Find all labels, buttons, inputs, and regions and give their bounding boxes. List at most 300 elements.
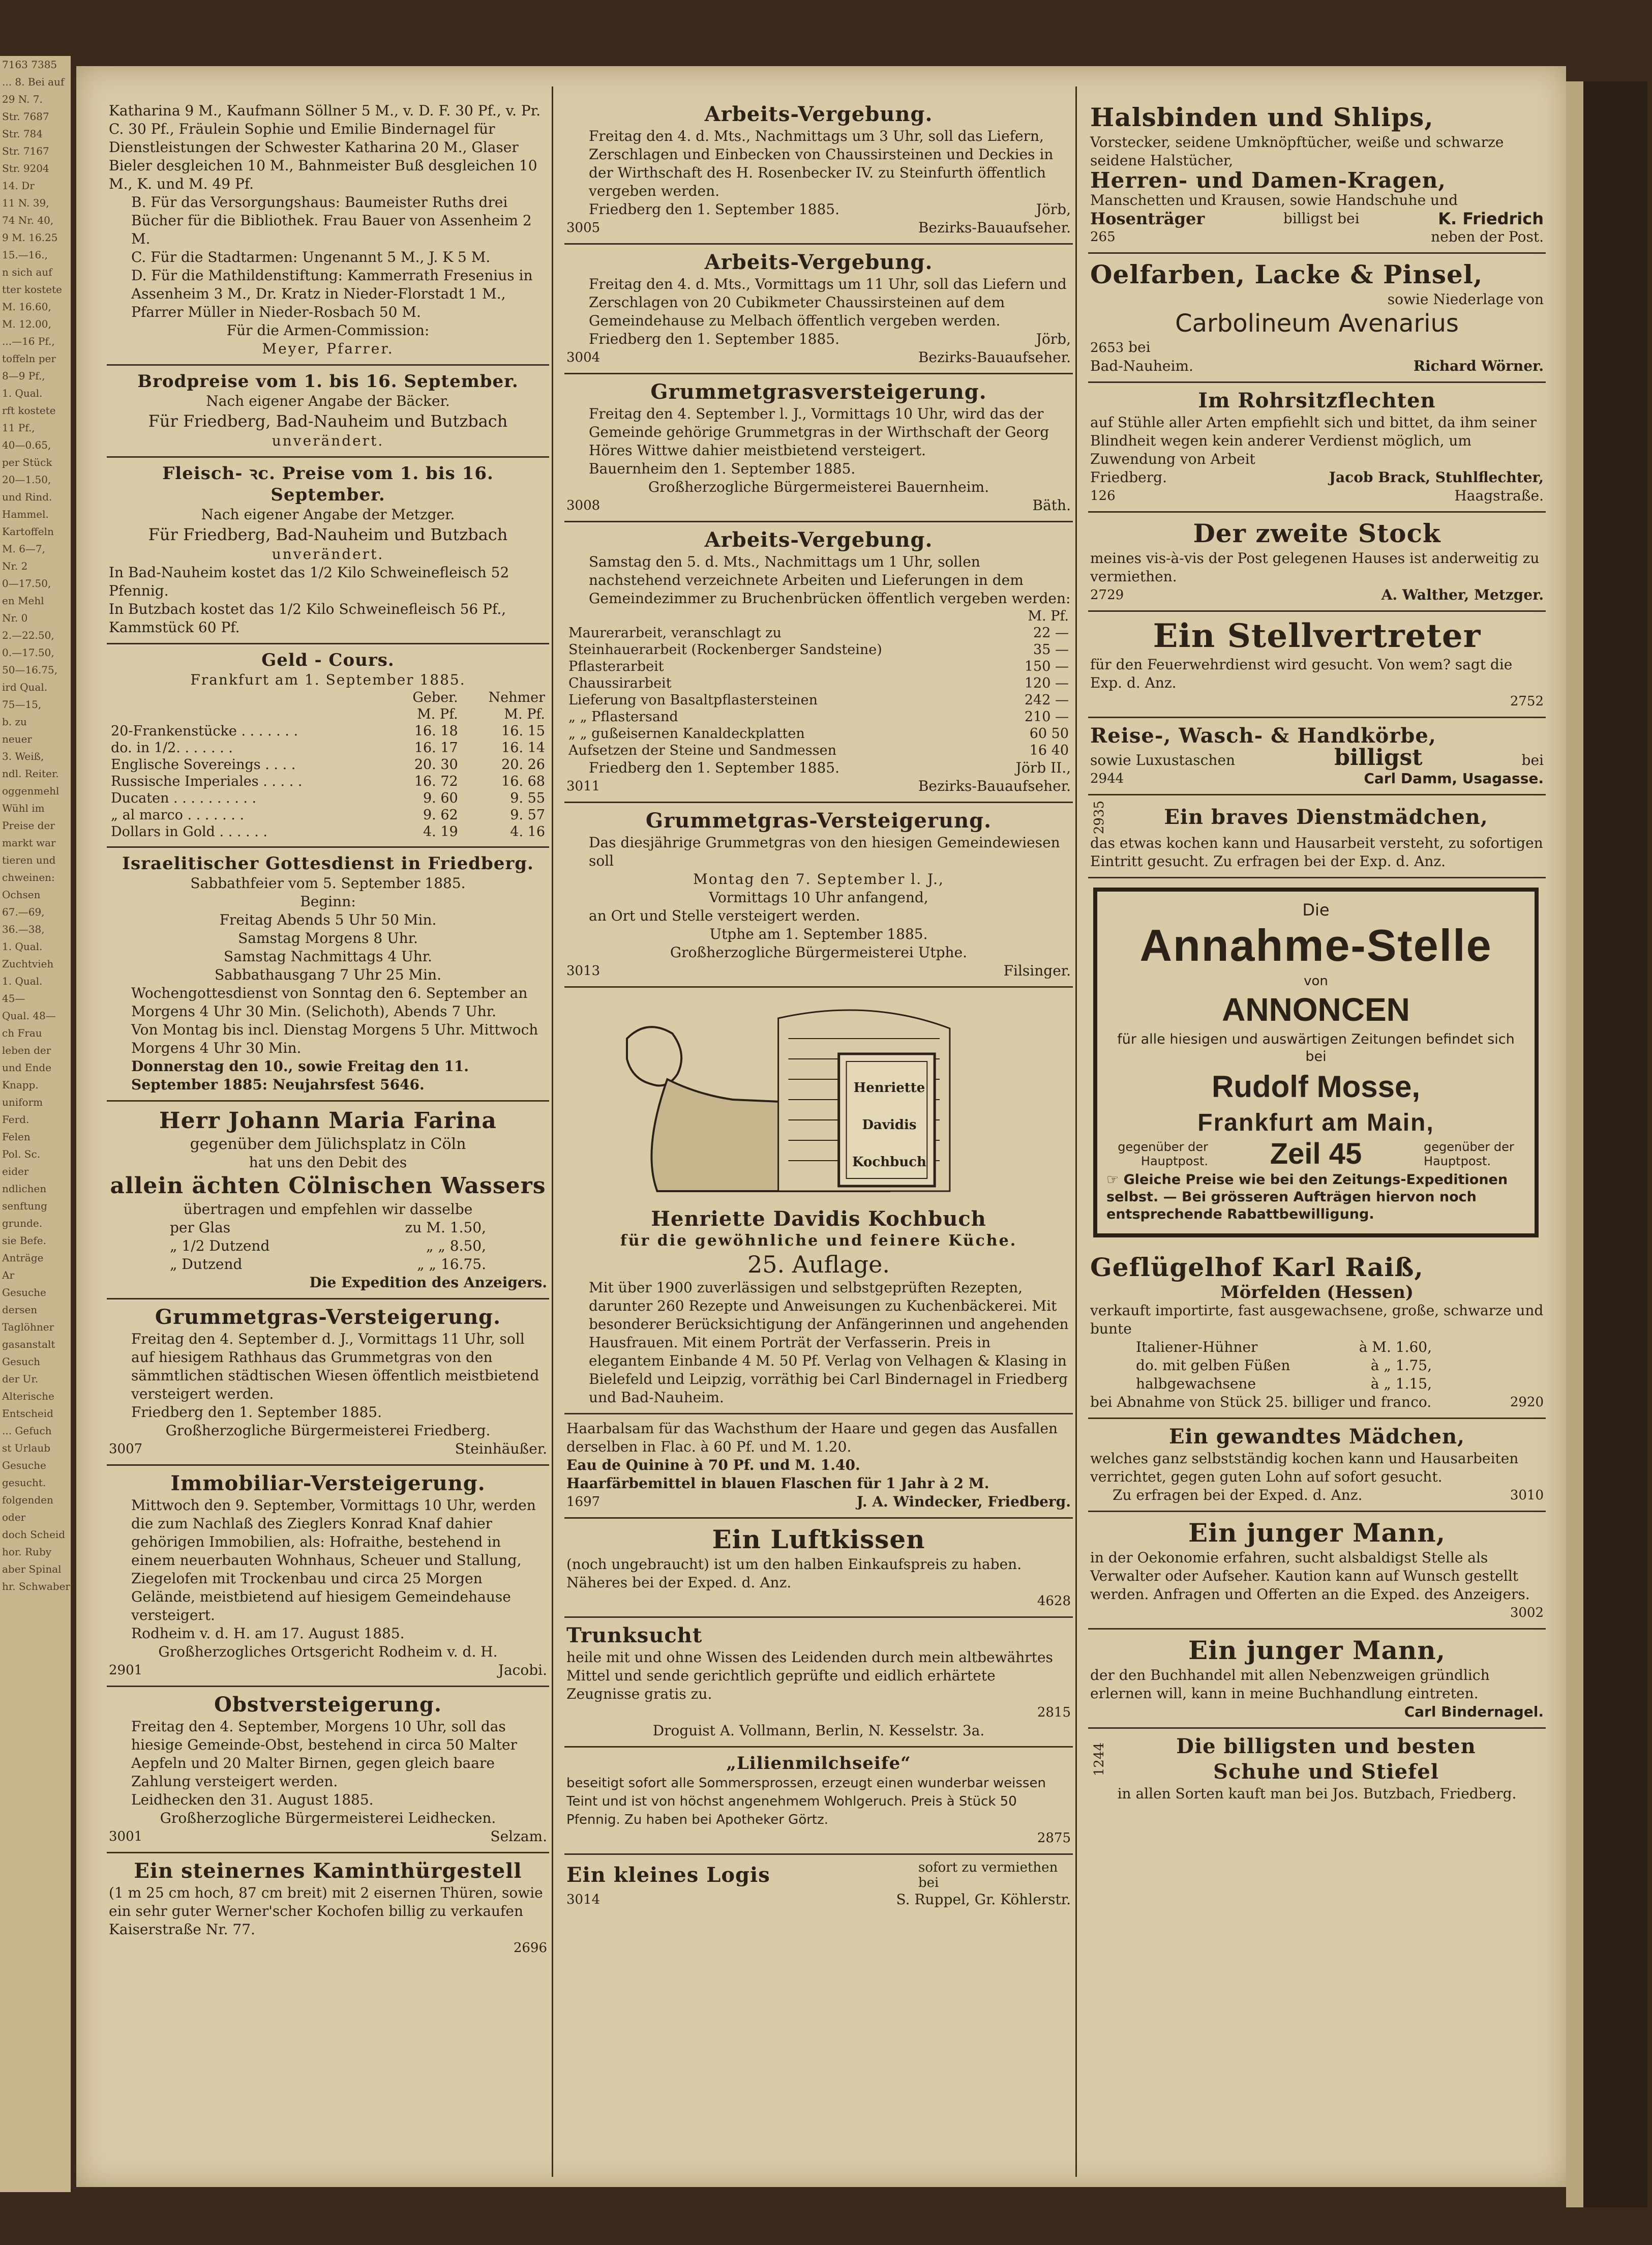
table-row: „ „ gußeisernen Kanaldeckplatten 60 50	[568, 726, 1069, 742]
previous-page-fragment: per Stück	[2, 456, 52, 468]
section-title: Immobiliar-Versteigerung.	[170, 1471, 486, 1495]
previous-page-fragment: 45—	[2, 992, 25, 1005]
previous-page-fragment: 1. Qual.	[2, 940, 43, 953]
previous-page-fragment: st Urlaub	[2, 1442, 51, 1454]
previous-page-fragment: dersen	[2, 1304, 38, 1316]
previous-page-fragment: ndlichen	[2, 1183, 47, 1195]
date-line: Frankfurt am 1. September 1885.	[190, 671, 466, 688]
ad-number: 3007	[109, 1441, 143, 1457]
work-contract-steinfurth	[564, 97, 1073, 245]
ad-text: für alle hiesigen und auswärtigen Zeitungen befindet sich bei	[1117, 1031, 1515, 1065]
status-text: unverändert.	[272, 432, 384, 449]
ad-text: gegenüber der Hauptpost.	[1423, 1140, 1514, 1169]
previous-page-fragment: grunde.	[2, 1217, 43, 1229]
ad-title: Ein kleines Logis	[566, 1863, 770, 1887]
section-subtitle: Nach eigener Angabe der Metzger.	[201, 506, 455, 523]
ad-text: der den Buchhandel mit allen Nebenzweigen gründlich erlernen will, kann in meine Buchhandlung eintreten.	[1090, 1667, 1490, 1702]
table-row: Russische Imperiales . . . . . 16. 72 16. 68	[111, 774, 545, 789]
ad-number: 3001	[109, 1829, 143, 1844]
column-header: Geber.	[412, 690, 458, 705]
time-line: Samstag Nachmittags 4 Uhr.	[224, 948, 432, 965]
previous-page-fragment: Str. 9204	[2, 162, 49, 174]
substitute-ad	[1088, 612, 1546, 718]
previous-page-fragment: Kartoffeln	[2, 525, 54, 538]
time-line: Samstag Morgens 8 Uhr.	[238, 930, 418, 947]
ad-title: Ein braves Dienstmädchen,	[1164, 805, 1488, 830]
previous-page-fragment: 7163 7385	[2, 58, 57, 71]
advertiser-name: Carl Bindernagel.	[1404, 1703, 1544, 1721]
notice-text: Das diesjährige Grummetgras von den hiesigen Gemeindewiesen soll	[589, 834, 1060, 869]
previous-page-fragment: n sich auf	[2, 266, 52, 278]
previous-page-fragment: hr. Schwaber	[2, 1580, 70, 1592]
previous-page-fragment: hor. Ruby	[2, 1546, 52, 1558]
previous-page-fragment: Gesuch	[2, 1355, 41, 1368]
second-floor-ad	[1088, 513, 1546, 612]
ad-number: 1244	[1092, 1742, 1107, 1777]
signature-name: Bäth.	[1032, 497, 1071, 514]
previous-page-fragment: 20—1.50,	[2, 474, 51, 486]
previous-page-fragment: ird Qual.	[2, 681, 48, 693]
section-title: Brodpreise vom 1. bis 16. September.	[137, 371, 519, 392]
ad-title: Ein junger Mann,	[1188, 1635, 1446, 1666]
signature-name: Jörb,	[1036, 331, 1071, 347]
edition-label: 25. Auflage.	[747, 1251, 890, 1278]
ad-number: 2935	[1092, 801, 1107, 835]
ad-number: 4628	[1037, 1593, 1071, 1609]
address-text: Zeil 45	[1270, 1137, 1362, 1171]
date-line: Bauernheim den 1. September 1885.	[589, 460, 856, 477]
previous-page-fragment: 15.—16.,	[2, 249, 48, 261]
ad-text: sofort zu vermiethen bei	[918, 1860, 1058, 1890]
section-subtitle: Sabbathfeier vom 5. September 1885.	[190, 875, 466, 892]
woman-with-book-icon	[566, 998, 1071, 1201]
price-text: In Butzbach kostet das 1/2 Kilo Schweinefleisch 56 Pf., Kammstück 60 Pf.	[109, 601, 506, 636]
previous-page-fragment: ...—16 Pf.,	[2, 335, 55, 347]
section-title: Arbeits-Vergebung.	[704, 102, 933, 126]
ad-text: gegenüber der Hauptpost.	[1118, 1140, 1208, 1169]
advertiser-name: K. Friedrich	[1438, 209, 1544, 228]
advertiser-name: Rudolf Mosse,	[1211, 1070, 1420, 1104]
synagogue-service	[107, 848, 549, 1102]
section-title: Geld - Cours.	[261, 650, 395, 670]
section-title: Arbeits-Vergebung.	[704, 528, 933, 552]
previous-page-fragment: Zuchtvieh	[2, 958, 54, 970]
ad-text: für den Feuerwehrdienst wird gesucht. Von wem? sagt die Exp. d. Anz.	[1090, 656, 1513, 691]
previous-page-fragment: Str. 784	[2, 128, 43, 140]
label: Beginn:	[300, 893, 356, 910]
ad-number: 3008	[566, 498, 600, 513]
ad-text: Haarfärbemittel in blauen Flaschen für 1 Jahr à 2 M.	[566, 1475, 989, 1492]
previous-page-fragment: chweinen:	[2, 871, 55, 883]
previous-page-fragment: und Ende	[2, 1061, 52, 1074]
book-cover	[849, 1069, 930, 1181]
previous-page-fragment: Preise der	[2, 819, 55, 832]
previous-page-fragment: sie Befe.	[2, 1234, 46, 1247]
ad-text: Zu erfragen bei der Exped. d. Anz.	[1113, 1487, 1363, 1504]
work-contract-melbach	[564, 245, 1073, 374]
notice-text: Freitag den 4. September d. J., Vormittags 11 Uhr, soll auf hiesigem Rathhaus das Grummetgras von den sämmtlichen städtischen Wiesen öffentlich meistbietend versteigert werden.	[131, 1331, 539, 1402]
donation-text: B. Für das Versorgungshaus: Baumeister Ruths drei Bücher für die Bibliothek. Frau Bauer von Assenheim 2 M.	[131, 194, 532, 247]
previous-page-fragment: ... 8. Bei auf	[2, 76, 65, 88]
advertiser-name: J. A. Windecker, Friedberg.	[856, 1493, 1071, 1510]
ad-text: gegenüber dem Jülichsplatz in Cöln	[190, 1135, 466, 1153]
haarbalsam-ad	[564, 1414, 1073, 1519]
ad-text: Haarbalsam für das Wachsthum der Haare und gegen das Ausfallen derselben in Flac. à 60 Pf. und M. 1.20.	[566, 1420, 1058, 1455]
column-header: M. Pf.	[417, 706, 458, 722]
signature-line: Die Expedition des Anzeigers.	[309, 1274, 547, 1291]
ad-title: Im Rohrsitzflechten	[1198, 389, 1436, 412]
previous-page-fragment: 9 M. 16.25	[2, 231, 58, 244]
ties-ad: Halsbinden und Shlips, Vorstecker, seidene Umknöpftücher, weiße und schwarze seidene Halstücher, Herren- und Damen-Kragen, Manschetten und Krausen, sowie Handschuhe und Hosenträger billigst bei K. Friedrich 265 neben der Post.	[1088, 97, 1546, 254]
previous-page-fragment: 11 N. 39,	[2, 197, 49, 209]
air-cushion-ad	[564, 1519, 1073, 1618]
newspaper-page	[76, 66, 1566, 2187]
works-table	[566, 608, 1071, 759]
previous-page-fragment: en Mehl	[2, 595, 44, 607]
notice-text: Mittwoch den 9. September, Vormittags 10 Uhr, werden die zum Nachlaß des Zieglers Konrad Knaf dahier gehörigen Immobilien, als: Hofraithe, bestehend in einem neuerbauten Wohnhaus, Scheuer und Stallung, Ziegelofen mit Trockenbau und circa 25 Morgen Gelände, meistbietend auf hiesigem Gemeindehause versteigert.	[131, 1497, 536, 1623]
ad-title: Der zweite Stock	[1193, 518, 1441, 548]
ad-title: Ein Luftkissen	[712, 1524, 925, 1554]
signature-line: Für die Armen-Commission:	[226, 322, 430, 339]
towns-line: Für Friedberg, Bad-Nauheim und Butzbach	[148, 411, 508, 431]
ad-number: 265	[1090, 229, 1116, 245]
meat-prices	[107, 458, 549, 644]
previous-page-fragment: Felen	[2, 1131, 31, 1143]
previous-page-fragment: 3. Weiß,	[2, 750, 44, 762]
previous-page-fragment: 1. Qual.	[2, 387, 43, 399]
previous-page-fragment: Ferd.	[2, 1113, 29, 1126]
time-line: Freitag Abends 5 Uhr 50 Min.	[219, 911, 437, 928]
ad-text: Vorstecker, seidene Umknöpftücher, weiße und schwarze seidene Halstücher,	[1090, 134, 1504, 169]
authority-line: Bezirks-Bauaufseher.	[918, 349, 1071, 366]
soap-ad	[564, 1748, 1073, 1855]
ad-number: 126	[1090, 488, 1116, 504]
price-text: In Bad-Nauheim kostet das 1/2 Kilo Schweinefleisch 52 Pfennig.	[109, 564, 509, 599]
book-cover-text: Kochbuch	[852, 1155, 926, 1170]
authority-line: Großherzogliches Ortsgericht Rodheim v. d. H.	[158, 1643, 498, 1660]
ad-number: 2944	[1090, 771, 1124, 786]
signature-name: Filsinger.	[1003, 962, 1071, 979]
chair-weaving-ad	[1088, 383, 1546, 513]
previous-page-fragment: rft kostete	[2, 404, 56, 417]
ad-title: Schuhe und Stiefel	[1213, 1760, 1439, 1784]
previous-page-fragment: ndl. Reiter.	[2, 767, 59, 780]
date-line: Friedberg den 1. September 1885.	[589, 201, 839, 218]
column-rule	[1075, 86, 1077, 2177]
servant-ad	[1088, 795, 1546, 878]
grummet-auction-utphe	[564, 803, 1073, 988]
advertiser-name: A. Walther, Metzger.	[1381, 586, 1544, 603]
previous-page-fragment: oggenmehl	[2, 785, 59, 797]
ad-text: Mit über 1900 zuverlässigen und selbstgeprüften Rezepten, darunter 260 Rezepte und Anweisungen zu Kuchenbäckerei. Mit besonderer Berücksichtigung der Anfängerinnen und angehenden Hausfrauen. Mit einem Porträt der Verfasserin. Preis in elegantem Einbande 4 M. 50 Pf. Verlag von Velhagen & Klasing in Bielefeld und Leipzig, vorräthig bei Carl Bindernagel in Friedberg und Bad-Nauheim.	[589, 1279, 1069, 1406]
advertiser-name: Carl Damm, Usagasse.	[1364, 770, 1544, 787]
book-cover-text: Henriette	[853, 1080, 925, 1096]
date-line: Leidhecken den 31. August 1885.	[131, 1791, 374, 1808]
previous-page-fragment: gasanstalt	[2, 1338, 55, 1350]
ad-text: verkauft importirte, fast ausgewachsene, große, schwarze und bunte	[1090, 1302, 1544, 1338]
ad-text: (noch ungebraucht) ist um den halben Einkaufspreis zu haben. Näheres bei der Exped. d. Anz.	[566, 1556, 1022, 1591]
table-row: 20-Frankenstücke . . . . . . . 16. 18 16. 15	[111, 723, 545, 739]
advertiser-name: S. Ruppel, Gr. Köhlerstr.	[896, 1891, 1071, 1908]
previous-page-fragment: 29 N. 7.	[2, 93, 43, 105]
date-line: Rodheim v. d. H. am 17. August 1885.	[131, 1625, 405, 1642]
service-text: Von Montag bis incl. Dienstag Morgens 5 Uhr. Mittwoch Morgens 4 Uhr 30 Min.	[131, 1021, 538, 1056]
column-header: Nehmer	[488, 690, 545, 705]
shoes-ad	[1088, 1729, 1546, 1809]
previous-page-fragment: 67.—69,	[2, 906, 45, 918]
notice-text: Freitag den 4. d. Mts., Nachmittags um 3 Uhr, soll das Liefern, Zerschlagen und Einbecken von Chaussirsteinen und Deckies in der Wirthschaft des H. Rosenbecker IV. zu Steinfurth öffentlich vergeben werden.	[589, 128, 1054, 199]
ad-text: neben der Post.	[1431, 228, 1544, 245]
authority-line: Großherzogliche Bürgermeisterei Leidhecken.	[160, 1810, 496, 1826]
ad-text: beseitigt sofort alle Sommersprossen, erzeugt einen wunderbar weissen Teint und ist von höchst angenehmem Wohlgeruch. Preis à Stück 50 Pfennig. Zu haben bei Apotheker Görtz.	[566, 1776, 1046, 1827]
ad-title: ANNONCEN	[1222, 991, 1410, 1028]
ad-text: meines vis-à-vis der Post gelegenen Hauses ist anderweitig zu vermiethen.	[1090, 550, 1540, 585]
previous-page-fragment: Pol. Sc.	[2, 1148, 41, 1160]
ad-title: Reise-, Wasch- & Handkörbe,	[1090, 724, 1436, 748]
previous-page-fragment: M. 12.00,	[2, 318, 51, 330]
previous-page-fragment: leben der	[2, 1044, 51, 1056]
previous-page-fragment: Hammel.	[2, 508, 49, 520]
previous-page-fragment: Anträge	[2, 1252, 44, 1264]
notice-text: Vormittags 10 Uhr anfangend,	[709, 889, 928, 906]
signature-name: Jörb,	[1036, 201, 1071, 218]
previous-page-fragment: Knapp.	[2, 1079, 39, 1091]
table-row: Dollars in Gold . . . . . . 4. 19 4. 16	[111, 824, 545, 840]
donation-text: D. Für die Mathildenstiftung: Kammerrath Fresenius in Assenheim 3 M., Dr. Kratz in Nieder-Florstadt 1 M., Pfarrer Müller in Nieder-Rosbach 50 M.	[131, 267, 533, 320]
ad-text: übertragen und empfehlen wir dasselbe	[183, 1201, 473, 1218]
bread-prices	[107, 366, 549, 458]
table-row: Aufsetzen der Steine und Sandmessen 16 40	[568, 743, 1069, 758]
section-title: Obstversteigerung.	[214, 1693, 442, 1717]
ad-title: Henriette Davidis Kochbuch	[651, 1207, 986, 1231]
previous-page-fragment: tter kostete	[2, 283, 62, 296]
previous-page-fragment: 36.—38,	[2, 923, 45, 935]
previous-page-fragment: toffeln per	[2, 352, 56, 365]
previous-page-edge	[0, 56, 71, 2192]
ad-title: Geflügelhof Karl Raiß,	[1090, 1252, 1424, 1283]
signature-name: Meyer, Pfarrer.	[262, 340, 394, 357]
column-1	[107, 97, 549, 2162]
column-3	[1088, 97, 1546, 2162]
paints-ad: Oelfarben, Lacke & Pinsel, sowie Niederlage von Carbolineum Avenarius 2653 bei Bad-Nauheim. Richard Wörner.	[1088, 254, 1546, 383]
advertiser-name: Jacob Brack, Stuhlflechter,	[1329, 469, 1544, 486]
previous-page-fragment: doch Scheid	[2, 1528, 66, 1541]
grummet-auction-bauernheim	[564, 374, 1073, 522]
ad-title: Ein steinernes Kaminthürgestell	[134, 1859, 522, 1883]
ad-text: Die	[1302, 900, 1330, 920]
table-row: Ducaten . . . . . . . . . . 9. 60 9. 55	[111, 790, 545, 806]
ad-text: Friedberg.	[1090, 469, 1167, 486]
ad-number: 2729	[1090, 587, 1124, 603]
previous-page-fragment: Str. 7687	[2, 110, 49, 123]
previous-page-fragment: 14. Dr	[2, 180, 35, 192]
section-title: Israelitischer Gottesdienst in Friedberg.	[122, 853, 534, 874]
ad-number: 2920	[1510, 1395, 1544, 1410]
notice-text: Freitag den 4. September l. J., Vormittags 10 Uhr, wird das der Gemeinde gehörige Grummetgras in der Wirthschaft der Georg Höres Wittwe dahier meistbietend versteigert.	[589, 405, 1049, 459]
previous-page-fragment: Nr. 0	[2, 612, 28, 624]
previous-page-fragment: 0—17.50,	[2, 577, 51, 589]
signature-name: Jörb II.,	[1015, 759, 1071, 776]
alcoholism-ad	[564, 1618, 1073, 1748]
table-row: Maurerarbeit, veranschlagt zu 22 —	[568, 625, 1069, 641]
date-line: Friedberg den 1. September 1885.	[589, 759, 839, 776]
authority-line: Großherzogliche Bürgermeisterei Utphe.	[670, 944, 968, 961]
fireplace-ad	[107, 1853, 549, 1963]
section-title: Grummetgrasversteigerung.	[650, 380, 987, 404]
previous-page-fragment: Gesuche	[2, 1459, 46, 1471]
baskets-ad: Reise-, Wasch- & Handkörbe, sowie Luxustaschen billigst bei 2944 Carl Damm, Usagasse.	[1088, 718, 1546, 795]
previous-page-fragment: b. zu	[2, 716, 27, 728]
table-row: „ „ Pflastersand 210 —	[568, 709, 1069, 725]
ad-title: Trunksucht	[566, 1623, 703, 1647]
signature-name: Jacobi.	[498, 1662, 547, 1678]
ad-number: 2875	[1037, 1830, 1071, 1846]
ad-text: sowie Niederlage von	[1387, 291, 1544, 308]
ad-text: in allen Sorten kauft man bei Jos. Butzbach, Friedberg.	[1117, 1785, 1517, 1803]
date-line: Friedberg den 1. September 1885.	[131, 1404, 382, 1421]
ad-title: Herr Johann Maria Farina	[159, 1108, 497, 1134]
ad-title: Die billigsten und besten	[1176, 1734, 1476, 1759]
lodging-ad	[564, 1855, 1073, 1915]
farina-ad: Herr Johann Maria Farina gegenüber dem Jülichsplatz in Cöln hat uns den Debit des allein ächten Cölnischen Wassers übertragen und empfehlen wir dasselbe per Glas zu M. 1.50, „ 1/2 Dutzend „ „ 8.50, „ Dutzend „ „ 16.75. Die Expedition des Anzeigers.	[107, 1102, 549, 1299]
notice-text: Freitag den 4. d. Mts., Vormittags um 11 Uhr, soll das Liefern und Zerschlagen von 20 Cubikmeter Chaussirsteinen auf dem Gemeindehause zu Melbach öffentlich vergeben werden.	[589, 276, 1067, 329]
ad-text: auf Stühle aller Arten empfiehlt sich und bittet, da ihm seiner Blindheit wegen kein anderer Verdienst möglich, um Zuwendung von Arbeit	[1090, 414, 1537, 467]
ad-text: bei Abnahme von Stück 25. billiger und franco.	[1090, 1394, 1432, 1411]
advertiser-name: Droguist A. Vollmann, Berlin, N. Kesselstr. 3a.	[652, 1722, 985, 1739]
notice-text: Samstag den 5. d. Mts., Nachmittags um 1 Uhr, sollen nachstehend verzeichnete Arbeiten und Lieferungen in dem Gemeindezimmer zu Bruchenbrücken öffentlich vergeben werden:	[589, 553, 1071, 607]
previous-page-fragment: senftung	[2, 1200, 47, 1212]
ad-subtitle: für die gewöhnliche und feinere Küche.	[620, 1232, 1017, 1250]
ad-title: Ein junger Mann,	[1188, 1518, 1446, 1548]
authority-line: Großherzogliche Bürgermeisterei Friedberg.	[165, 1422, 491, 1439]
previous-page-fragment: Gesuche	[2, 1286, 46, 1298]
table-row: Pflasterarbeit 150 —	[568, 659, 1069, 674]
notice-text: Montag den 7. September l. J.,	[693, 871, 944, 888]
ad-number: 3004	[566, 350, 600, 365]
young-man-books-ad	[1088, 1630, 1546, 1729]
previous-page-fragment: 75—15,	[2, 698, 42, 711]
previous-page-fragment: gesucht.	[2, 1476, 46, 1489]
ad-text: von	[1304, 973, 1328, 989]
ad-number: 2653	[1090, 340, 1124, 356]
previous-page-fragment: oder	[2, 1511, 26, 1523]
ad-text: hat uns den Debit des	[249, 1154, 407, 1171]
ad-title: Ein gewandtes Mädchen,	[1169, 1425, 1465, 1449]
davidis-cookbook-ad	[564, 988, 1073, 1414]
previous-page-fragment: 11 Pf.,	[2, 422, 35, 434]
ad-text: ☞ Gleiche Preise wie bei den Zeitungs-Expeditionen selbst. — Bei grösseren Aufträgen hiervon noch entsprechende Rabattbewilligung.	[1106, 1172, 1508, 1223]
money-rates	[107, 644, 549, 848]
previous-page-fragment: Wühl im	[2, 802, 45, 814]
table-row: do. in 1/2. . . . . . . 16. 17 16. 14	[111, 740, 545, 756]
ad-text: Haagstraße.	[1454, 487, 1544, 504]
previous-page-fragment: Ochsen	[2, 889, 41, 901]
service-text: Wochengottesdienst von Sonntag den 6. September an Morgens 4 Uhr 30 Min. (Selichoth), Abends 7 Uhr.	[131, 985, 528, 1020]
ad-title: Oelfarben, Lacke & Pinsel,	[1090, 259, 1483, 289]
ad-number: 2696	[513, 1940, 547, 1956]
previous-page-fragment: Qual. 48—	[2, 1010, 56, 1022]
signature-name: Steinhäußer.	[455, 1440, 547, 1457]
ad-number: 2901	[109, 1663, 143, 1678]
donations-notice	[107, 97, 549, 366]
previous-page-fragment: Nr. 2	[2, 560, 28, 572]
ad-number: 2815	[1037, 1705, 1071, 1720]
ad-text: heile mit und ohne Wissen des Leidenden durch mein altbewährtes Mittel und sende gerichtlich geprüfte und eidlich erhärtete Zeugnisse gratis zu.	[566, 1649, 1053, 1702]
previous-page-fragment: Ar	[2, 1269, 15, 1281]
ad-text: Eau de Quinine à 70 Pf. und M. 1.40.	[566, 1457, 860, 1473]
previous-page-fragment: uniform	[2, 1096, 43, 1108]
previous-page-fragment: ... Gefuch	[2, 1425, 52, 1437]
previous-page-fragment: 0.—17.50,	[2, 646, 54, 659]
book-binding-edge	[1566, 81, 1647, 2207]
ad-number: 3010	[1510, 1488, 1544, 1503]
grummet-auction-friedberg	[107, 1299, 549, 1466]
authority-line: Großherzogliche Bürgermeisterei Bauernheim.	[648, 479, 989, 495]
previous-page-fragment: und Rind.	[2, 491, 52, 503]
previous-page-fragment: Entscheid	[2, 1407, 53, 1420]
date-line: Utphe am 1. September 1885.	[709, 926, 928, 942]
ad-number: 2752	[1510, 694, 1544, 709]
table-row: Chaussirarbeit 120 —	[568, 675, 1069, 691]
poultry-ad: Geflügelhof Karl Raiß, Mörfelden (Hessen) verkauft importirte, fast ausgewachsene, große, schwarze und bunte Italiener-Hühner à M. 1.60, do. mit gelben Füßen à „ 1.75, halbgewachsene à „ 1.15, bei Abnahme von Stück 25. billiger und franco. 2920	[1088, 1247, 1546, 1419]
status-text: unverändert.	[272, 546, 384, 563]
ad-text: sowie Luxustaschen	[1090, 752, 1236, 769]
section-title: Grummetgras-Versteigerung.	[155, 1305, 501, 1329]
authority-line: Bezirks-Bauaufseher.	[918, 778, 1071, 794]
column-header: M. Pf.	[504, 706, 545, 722]
book-cover-text: Davidis	[862, 1117, 917, 1133]
previous-page-fragment: 74 Nr. 40,	[2, 214, 54, 226]
previous-page-fragment: folgenden	[2, 1494, 53, 1506]
ad-title: Herren- und Damen-Kragen,	[1090, 168, 1446, 193]
ad-text: Frankfurt am Main,	[1197, 1109, 1434, 1137]
donation-text: C. Für die Stadtarmen: Ungenannt 5 M., J. K 5 M.	[131, 249, 491, 265]
previous-page-fragment: 50—16.75,	[2, 664, 58, 676]
previous-page-fragment: der Ur.	[2, 1373, 39, 1385]
column-2	[564, 97, 1073, 2162]
ad-text: das etwas kochen kann und Hausarbeit versteht, zu sofortigen Eintritt gesucht. Zu erfragen bei der Exp. d. Anz.	[1090, 835, 1543, 870]
maid-ad	[1088, 1419, 1546, 1512]
ad-number: 3013	[566, 963, 600, 979]
ad-text: welches ganz selbstständig kochen kann und Hausarbeiten verrichtet, gegen guten Lohn auf sofort gesucht.	[1090, 1450, 1519, 1486]
ad-title: „Lilienmilchseife“	[726, 1753, 911, 1774]
ad-number: 3005	[566, 220, 600, 235]
previous-page-fragment: 40—0.65,	[2, 439, 51, 451]
product-name: Carbolineum Avenarius	[1175, 309, 1459, 338]
donation-text: Katharina 9 M., Kaufmann Söllner 5 M., v. D. F. 30 Pf., v. Pr. C. 30 Pf., Fräulein Sophie und Emilie Bindernagel für Dienstleistungen der Schwester Katharina 20 M., Glaser Bieler desgleichen 10 M., Bahnmeister Buß desgleichen 10 M., K. und M. 49 Pf.	[109, 102, 540, 192]
work-contract-bruchenbruecken	[564, 522, 1073, 803]
rates-table	[109, 689, 547, 840]
advertiser-name: Richard Wörner.	[1413, 358, 1544, 374]
fruit-auction	[107, 1687, 549, 1853]
table-row: Englische Sovereings . . . . 20. 30 20. 26	[111, 757, 545, 773]
ad-number: 3011	[566, 779, 600, 794]
section-subtitle: Nach eigener Angabe der Bäcker.	[206, 393, 450, 409]
service-text: Donnerstag den 10., sowie Freitag den 11. September 1885: Neujahrsfest 5646.	[131, 1058, 469, 1093]
ad-subtitle: Mörfelden (Hessen)	[1220, 1282, 1414, 1303]
cookbook-illustration	[566, 998, 1071, 1201]
previous-page-fragment: tieren und	[2, 854, 56, 866]
authority-line: Bezirks-Bauaufseher.	[918, 219, 1071, 236]
previous-page-fragment: Str. 7167	[2, 145, 49, 157]
ad-number: 3014	[566, 1892, 600, 1907]
section-title: Grummetgras-Versteigerung.	[645, 809, 992, 833]
previous-page-fragment: Taglöhner	[2, 1321, 54, 1333]
notice-text: an Ort und Stelle versteigert werden.	[589, 907, 860, 924]
previous-page-fragment: M. 6—7,	[2, 543, 45, 555]
time-line: Sabbathausgang 7 Uhr 25 Min.	[215, 966, 441, 983]
ad-text: (1 m 25 cm hoch, 87 cm breit) mit 2 eisernen Thüren, sowie ein sehr guter Werner'scher Kochofen billig zu verkaufen Kaiserstraße Nr. 77.	[109, 1884, 543, 1938]
